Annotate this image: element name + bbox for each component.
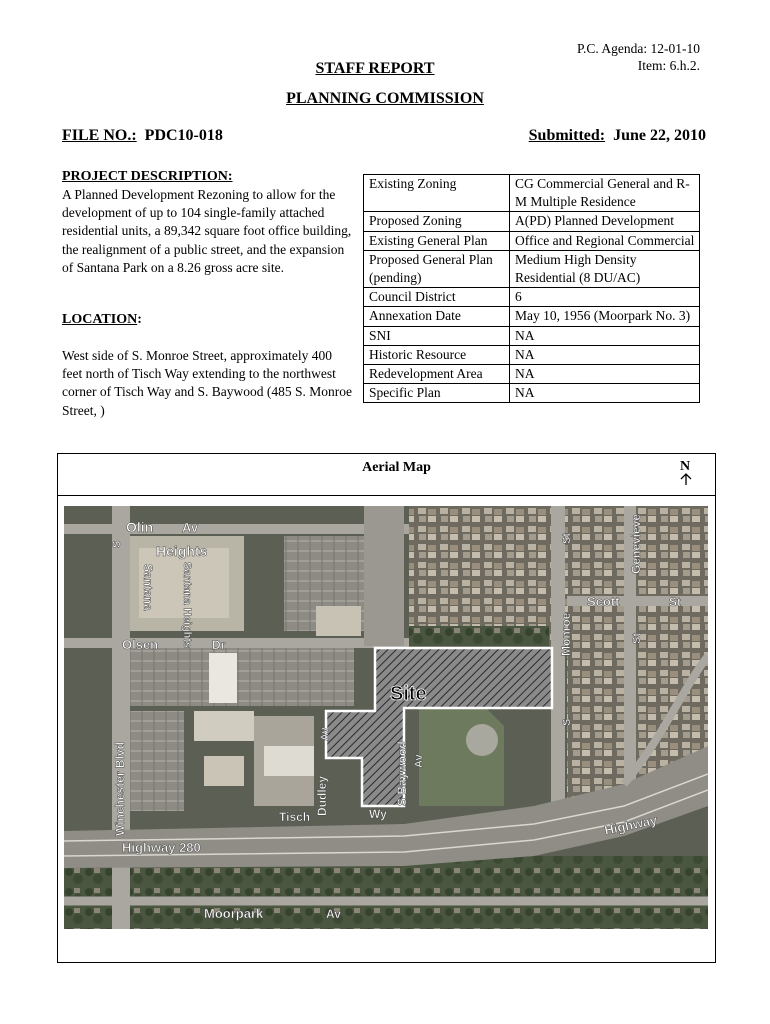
report-title: STAFF REPORT [315,60,435,77]
map-label-olin: Olin [126,519,154,535]
map-label-scott-st: St [669,595,681,609]
submitted-date [529,127,706,145]
file-number [62,127,223,145]
map-label-moorpark: Moorpark [204,906,264,921]
project-description-heading: PROJECT DESCRIPTION: [62,169,233,184]
info-table-key: Annexation Date [364,307,510,326]
file-number-value: PDC10-018 [144,127,223,144]
info-table-row [364,345,700,364]
info-table-row [364,384,700,403]
map-label-moorpark-av: Av [326,907,341,921]
report-subtitle: PLANNING COMMISSION [286,90,484,107]
location-heading-text: LOCATION [62,312,138,327]
file-number-label: FILE NO.: [62,127,137,144]
info-table-key: Redevelopment Area [364,365,510,384]
info-table-row [364,250,700,287]
location-text: West side of S. Monroe Street, approximately 400 feet north of Tisch Way extending to the northwest corner of Tisch Way and S. Baywood (485 S. Monroe Street, ) [62,348,353,418]
map-label-santana: Santana [141,564,155,611]
map-label-monroe: Monroe [559,612,573,656]
info-table-key: Existing General Plan [364,231,510,250]
info-table-value: NA [510,326,700,345]
info-table-value: NA [510,365,700,384]
info-table-key: Existing Zoning [364,175,510,212]
map-label-winchester: Winchester Blvd [113,742,127,836]
agenda-line: P.C. Agenda: 12-01-10 [577,41,700,56]
submitted-label: Submitted: [528,127,606,144]
map-label-wy: Wy [369,807,387,821]
submitted-value: June 22, 2010 [613,127,706,144]
map-label-highway-280: Highway 280 [122,840,201,855]
map-label-dudley: Dudley [315,775,329,816]
info-table-value: NA [510,345,700,364]
info-table-value: Office and Regional Commercial [510,231,700,250]
info-table-row [364,231,700,250]
map-label-baywood: S Baywood [395,741,409,806]
info-table-row [364,307,700,326]
info-table-row [364,326,700,345]
aerial-map-panel [57,453,716,963]
north-arrow-icon [679,472,693,486]
north-label: N [679,459,691,474]
map-label-santana-heights: Santana Heights [181,562,193,649]
map-label-site: Site [390,683,427,705]
map-label-dudley-av: Av [319,727,331,741]
info-table-value: May 10, 1956 (Moorpark No. 3) [510,307,700,326]
info-table-value: NA [510,384,700,403]
map-label-s-left: S [111,540,123,548]
location-heading [62,312,142,328]
map-label-scott: Scott [587,594,620,609]
info-table-key: Council District [364,288,510,307]
info-table-row [364,175,700,212]
item-line: Item: 6.h.2. [637,58,700,73]
info-table-key: Proposed Zoning [364,212,510,231]
project-info-table [363,174,700,403]
info-table-row [364,288,700,307]
map-label-olin-av: Av [182,520,199,535]
info-table-key: Proposed General Plan (pending) [364,250,510,287]
info-table-key: Specific Plan [364,384,510,403]
map-label-baywood-av: Av [413,754,425,768]
info-table-key: Historic Resource [364,345,510,364]
map-label-st-right: St [631,633,643,644]
aerial-map-image [64,506,708,929]
info-table-value: 6 [510,288,700,307]
map-label-olsen: Olsen [122,637,159,652]
map-label-heights: Heights [156,543,208,559]
map-label-st-top: St [561,533,573,544]
info-table-value: Medium High Density Residential (8 DU/AC) [510,250,700,287]
info-table-row [364,212,700,231]
project-description-text: A Planned Development Rezoning to allow for the development of up to 104 single-family attached residential units, a 89,342 square foot office building, the realignment of a public street, and the expansion of Santana Park on a 8.26 gross acre site. [62,187,352,275]
info-table-key: SNI [364,326,510,345]
map-label-genevieve: Genevieve [629,513,643,574]
location-heading-colon: : [137,312,142,327]
info-table-value: CG Commercial General and R-M Multiple Residence [510,175,700,212]
map-label-tisch: Tisch [279,810,311,824]
info-table-value: A(PD) Planned Development [510,212,700,231]
map-label-highway-right: Highway [602,812,659,838]
map-label-olsen-dr: Dr [212,638,226,652]
aerial-map-title: Aerial Map [362,460,431,475]
info-table-row [364,365,700,384]
map-label-monroe-s: S [561,718,573,726]
aerial-map-header [58,454,715,496]
